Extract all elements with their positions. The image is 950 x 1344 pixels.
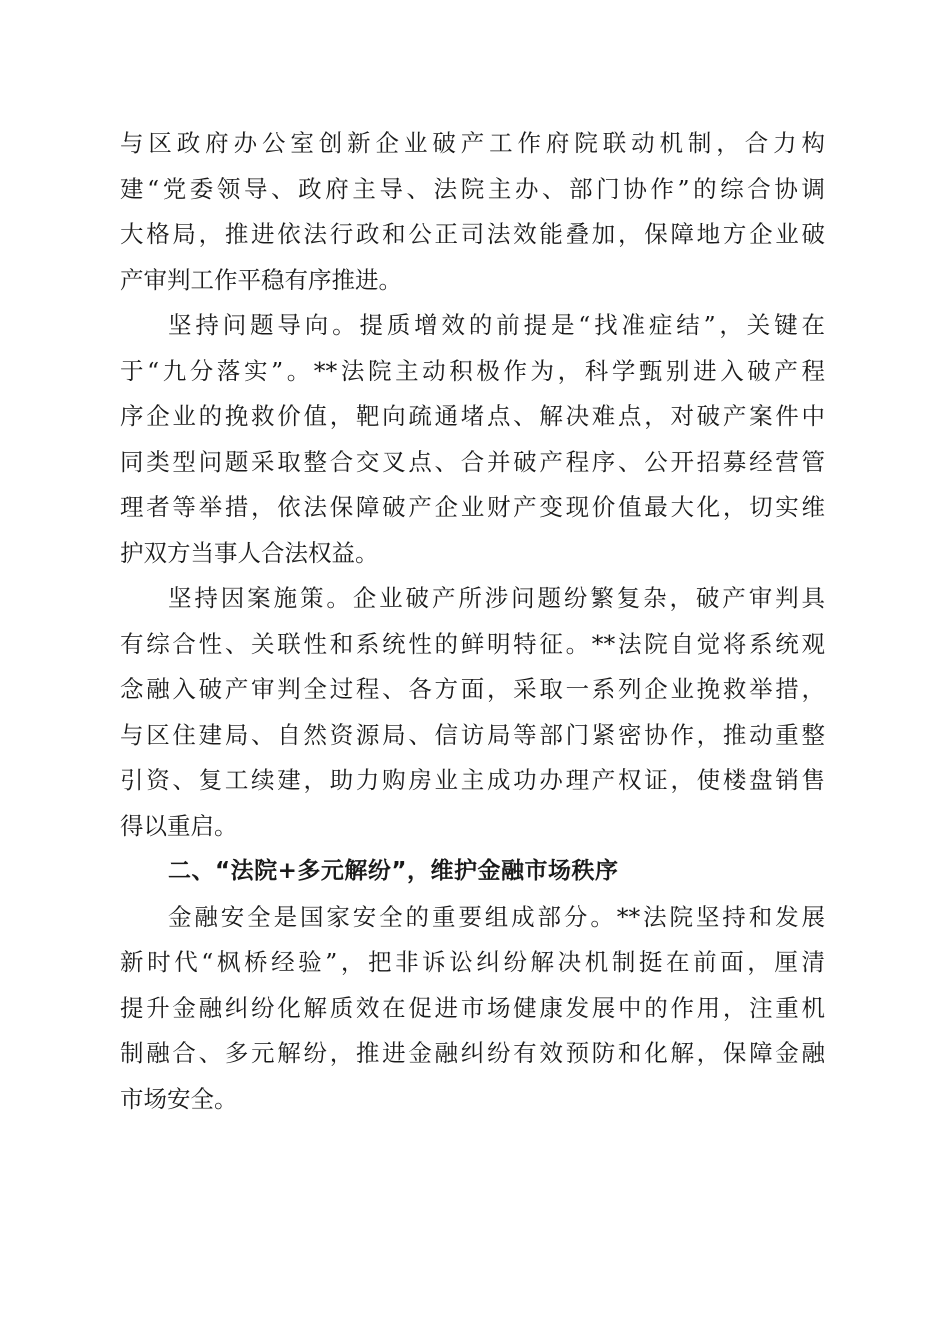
text-line: 于“九分落实”。**法院主动积极作为，科学甄别进入破产程	[120, 356, 825, 385]
text-line: 与区住建局、自然资源局、信访局等部门紧密协作，推动重整	[120, 720, 825, 749]
text-line: 有综合性、关联性和系统性的鲜明特征。**法院自觉将系统观	[120, 629, 825, 658]
text-line: 引资、复工续建，助力购房业主成功办理产权证，使楼盘销售	[120, 766, 825, 794]
text-line: 市场安全。	[120, 1084, 238, 1113]
text-line: 新时代“枫桥经验”，把非诉讼纠纷解决机制挺在前面，厘清	[120, 948, 825, 976]
text-line: 坚持问题导向。提质增效的前提是“找准症结”，关键在	[168, 311, 825, 339]
text-line: 序企业的挽救价值，靶向疏通堵点、解决难点，对破产案件中	[120, 402, 825, 430]
document-page	[120, 121, 825, 1122]
text-line: 制融合、多元解纷，推进金融纠纷有效预防和化解，保障金融	[120, 1039, 825, 1067]
text-line: 护双方当事人合法权益。	[120, 538, 379, 567]
text-line: 念融入破产审判全过程、各方面，采取一系列企业挽救举措，	[120, 675, 825, 703]
text-line: 金融安全是国家安全的重要组成部分。**法院坚持和发展	[168, 902, 825, 931]
text-line: 同类型问题采取整合交叉点、合并破产程序、公开招募经营管	[120, 447, 825, 476]
text-line: 与区政府办公室创新企业破产工作府院联动机制，合力构	[120, 129, 825, 157]
text-line: 得以重启。	[120, 811, 238, 840]
text-line: 大格局，推进依法行政和公正司法效能叠加，保障地方企业破	[120, 220, 825, 248]
text-line: 提升金融纠纷化解质效在促进市场健康发展中的作用，注重机	[120, 993, 825, 1022]
text-line: 坚持因案施策。企业破产所涉问题纷繁复杂，破产审判具	[168, 584, 825, 612]
text-line: 产审判工作平稳有序推进。	[120, 265, 402, 294]
text-line: 理者等举措，依法保障破产企业财产变现价值最大化，切实维	[120, 493, 825, 521]
section-heading: 二、“法院+多元解纷”，维护金融市场秩序	[168, 858, 619, 884]
text-line: 建“党委领导、政府主导、法院主办、部门协作”的综合协调	[120, 174, 825, 203]
